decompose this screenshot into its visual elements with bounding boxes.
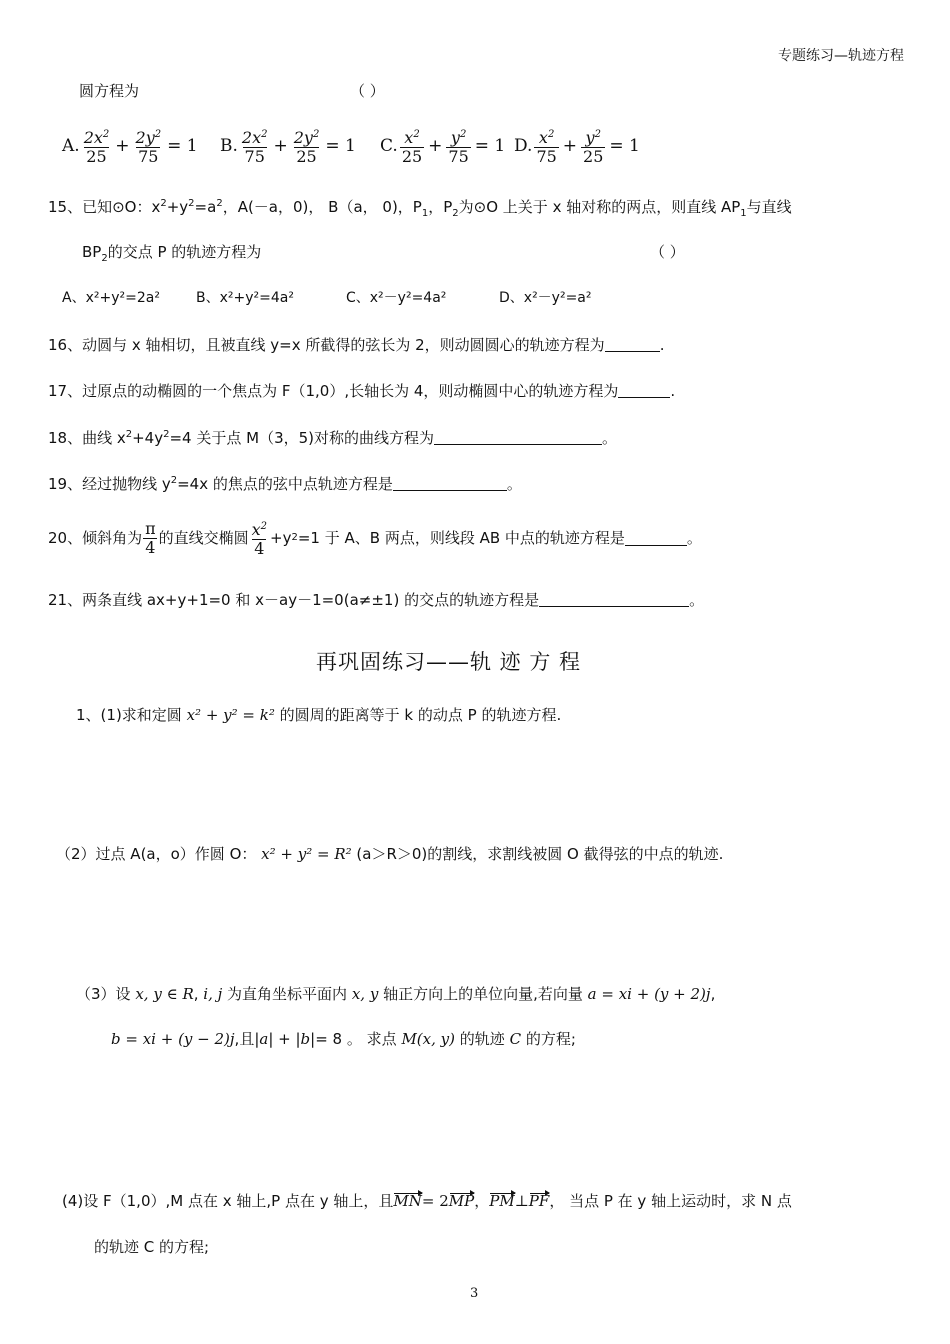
q14-stem <box>79 82 139 100</box>
fraction: $\frac{2y^2}{25}$ <box>293 128 320 166</box>
p4-text: (4)设 F（1,0）,M 点在 x 轴上,P 点在 y 轴上，且 <box>62 1192 394 1210</box>
p3-math: x, y <box>351 985 379 1003</box>
q16-end: . <box>659 336 665 354</box>
q15-text: 15、已知⊙O：x <box>48 198 161 216</box>
option-label: B. <box>220 136 238 156</box>
p4-text: ， 当点 P 在 y 轴上运动时，求 N 点 <box>549 1192 792 1210</box>
numerator: x <box>251 520 261 539</box>
p3-text: 的方程; <box>525 1030 576 1048</box>
p3-math: a = xi + (y + 2)j <box>587 985 711 1003</box>
numerator: y <box>450 128 460 147</box>
p3-text: ,且| <box>234 1030 260 1048</box>
q15-line2: $BP_2$的交点 P 的轨迹方程为 <box>82 243 262 264</box>
q15-option-a: A、x²+y²=2a² <box>62 290 160 306</box>
q20-text: +y <box>270 529 292 547</box>
p2-math: x² + y² = R² <box>261 845 352 863</box>
q17-text: 17、过原点的动椭圆的一个焦点为 F（1,0）,长轴长为 4，则动椭圆中心的轨迹方程为 <box>48 382 619 400</box>
q15-option-d: D、x²－y²=a² <box>499 290 592 306</box>
operator: + <box>562 136 578 156</box>
q20-text: 20、倾斜角为 <box>48 529 143 547</box>
fraction: $\frac{2y^2}{75}$ <box>135 128 162 166</box>
fraction: $\frac{y^2}{25}$ <box>583 128 604 166</box>
numerator: 2y <box>135 128 155 147</box>
answer-blank[interactable] <box>393 476 507 491</box>
vector-pf: PF <box>528 1192 550 1210</box>
vector-pm: PM <box>489 1192 515 1210</box>
q20-text: =1 于 A、B 两点，则线段 AB 中点的轨迹方程是 <box>297 529 625 547</box>
q19-end: 。 <box>506 475 522 493</box>
q14-option-c <box>380 126 508 166</box>
equals: = 1 <box>474 136 506 156</box>
q15-text: 与直线 <box>746 198 792 216</box>
p3-math: C <box>509 1030 522 1048</box>
fraction <box>143 520 158 557</box>
q18-text: +4y <box>132 429 164 447</box>
q18-end: 。 <box>602 429 618 447</box>
p3-text: |= 8 <box>310 1030 343 1048</box>
p3-text: 轴正方向上的单位向量,若向量 <box>383 985 583 1003</box>
q14-stem-text: 圆方程为 <box>79 82 140 100</box>
q15-text: +y <box>166 198 189 216</box>
p1-math: x² + y² = k² <box>186 706 275 724</box>
q20: 20、倾斜角为 $\frac{\pi}{4}$ 的直线交椭圆 $\frac{x^2}{4}$ +y 2 =1 于 A、B 两点，则线段 AB 中点的轨迹方程是 。 <box>48 518 702 558</box>
numerator: x <box>404 128 414 147</box>
q18: 18、曲线 $x^2+4y^2=4$ 关于点 M（3，5)对称的曲线方程为 。 <box>48 429 618 447</box>
problem-1-4-line1 <box>62 1192 792 1210</box>
q20-text: 的直线交椭圆 <box>158 529 249 547</box>
answer-blank[interactable] <box>618 383 670 398</box>
p3-math: b <box>300 1030 311 1048</box>
numerator: 2x <box>241 128 262 147</box>
q14-option-a <box>62 126 201 166</box>
equals: = 1 <box>609 136 640 156</box>
q18-text: =4 关于点 M（3，5)对称的曲线方程为 <box>169 429 435 447</box>
denominator: 75 <box>138 147 159 166</box>
denominator: 4 <box>145 537 156 557</box>
q21 <box>48 591 704 609</box>
p3-math: i, j <box>203 985 223 1003</box>
q15-paren: （ ） <box>650 243 685 261</box>
denominator: 25 <box>296 147 317 166</box>
section-title: 再巩固练习——轨 迹 方 程 <box>316 650 582 674</box>
problem-1-3-line1: （3）设 x, y ∈ R, i, j 为直角坐标平面内 x, y 轴正方向上的单位向量,若向量 a = xi + (y + 2)j, <box>76 985 716 1003</box>
p2-text: （2）过点 A(a，o）作圆 O： <box>56 845 257 863</box>
numerator: 2x <box>83 128 103 147</box>
q15-line1: 15、已知⊙O：$x^2+y^2=a^2$，A(－a，0)， B（a， 0)，$P_1$，$P_2$为⊙O 上关于 x 轴对称的两点，则直线 $AP_1$与直线 <box>48 198 792 219</box>
answer-blank[interactable] <box>605 337 660 352</box>
operator: + <box>428 136 443 156</box>
q14-option-b <box>220 126 359 166</box>
numerator: π <box>145 518 156 538</box>
vector-mn: MN <box>393 1192 422 1210</box>
vector-mp: MP <box>448 1192 475 1210</box>
q17-end: . <box>670 382 676 400</box>
option-label: A. <box>62 136 80 156</box>
q15-text: BP <box>82 243 102 261</box>
denominator: 4 <box>254 539 265 558</box>
answer-blank[interactable] <box>434 430 602 445</box>
p3-text: （3）设 <box>76 985 131 1003</box>
q21-end: 。 <box>689 591 705 609</box>
q16 <box>48 336 664 354</box>
option-label: C. <box>380 136 398 156</box>
problem-1-3-line2 <box>111 1030 576 1048</box>
problem-1-2 <box>56 845 723 863</box>
denominator: 25 <box>86 147 107 166</box>
answer-blank[interactable] <box>539 592 689 607</box>
p3-text: 为直角坐标平面内 <box>227 985 348 1003</box>
denominator: 25 <box>583 147 604 166</box>
q15-text: =a <box>194 198 217 216</box>
p3-text: 。 求点 <box>346 1030 397 1048</box>
page-header: 专题练习—轨迹方程 <box>778 48 904 64</box>
p4-math: ⊥ <box>514 1192 529 1210</box>
q19-text: =4x 的焦点的弦中点轨迹方程是 <box>177 475 393 493</box>
answer-blank[interactable] <box>625 531 687 546</box>
fraction: $\frac{x^2}{4}$ <box>251 520 268 558</box>
equals: = 1 <box>325 136 356 156</box>
q15-option-b: B、x²+y²=4a² <box>196 290 294 306</box>
q18-text: 18、曲线 x <box>48 429 126 447</box>
q19: 19、经过抛物线 $y^2=4x$ 的焦点的弦中点轨迹方程是 。 <box>48 475 522 493</box>
q15-text: 为⊙O 上关于 x 轴对称的两点，则直线 AP <box>458 198 741 216</box>
p3-text: | + | <box>268 1030 301 1048</box>
p1-text: 的圆周的距离等于 k 的动点 P 的轨迹方程. <box>279 706 562 724</box>
denominator: 25 <box>401 147 423 166</box>
numerator: y <box>585 128 595 147</box>
denominator: 75 <box>536 147 557 166</box>
q19-text: 19、经过抛物线 y <box>48 475 171 493</box>
p3-math: M(x, y) <box>401 1030 455 1048</box>
p3-math: a <box>259 1030 269 1048</box>
q17 <box>48 382 675 400</box>
denominator: 75 <box>244 147 265 166</box>
q14-option-d <box>514 126 643 166</box>
q15-option-c: C、x²－y²=4a² <box>346 290 447 306</box>
q20-end: 。 <box>686 529 702 547</box>
equals: = 1 <box>167 136 198 156</box>
q14-paren: （ ） <box>350 82 385 100</box>
numerator: 2y <box>293 128 313 147</box>
p3-text: 的轨迹 <box>459 1030 505 1048</box>
numerator: x <box>538 128 548 147</box>
p4-math: = 2 <box>421 1192 449 1210</box>
p2-text: (a＞R＞0)的割线，求割线被圆 O 截得弦的中点的轨迹. <box>356 845 724 863</box>
p1-text: 1、(1)求和定圆 <box>76 706 182 724</box>
fraction: $\frac{2x^2}{75}$ <box>241 128 268 166</box>
q21-text: 21、两条直线 ax+y+1=0 和 x－ay－1=0(a≠±1) 的交点的轨迹方程是 <box>48 591 540 609</box>
p3-math: b = xi + (y − 2)j <box>111 1030 235 1048</box>
fraction: $\frac{2x^2}{25}$ <box>83 128 110 166</box>
fraction: $\frac{x^2}{25}$ <box>401 128 423 166</box>
denominator: 75 <box>448 147 469 166</box>
q15-text: 的交点 P 的轨迹方程为 <box>107 243 262 261</box>
page-number: 3 <box>470 1286 479 1301</box>
operator: + <box>273 136 288 156</box>
fraction: $\frac{x^2}{75}$ <box>536 128 557 166</box>
q15-text: ，P <box>428 198 453 216</box>
q15-text: ，A(－a，0)， B（a， 0)，P <box>222 198 422 216</box>
problem-1-4-line2: 的轨迹 C 的方程; <box>94 1238 210 1256</box>
problem-1-1 <box>76 706 561 724</box>
q16-text: 16、动圆与 x 轴相切，且被直线 y=x 所截得的弦长为 2，则动圆圆心的轨迹方程为 <box>48 336 605 354</box>
option-label: D. <box>514 136 533 156</box>
p4-text: ， <box>474 1192 490 1210</box>
operator: + <box>115 136 130 156</box>
p3-math: x, y ∈ R <box>135 985 194 1003</box>
fraction: $\frac{y^2}{75}$ <box>448 128 469 166</box>
